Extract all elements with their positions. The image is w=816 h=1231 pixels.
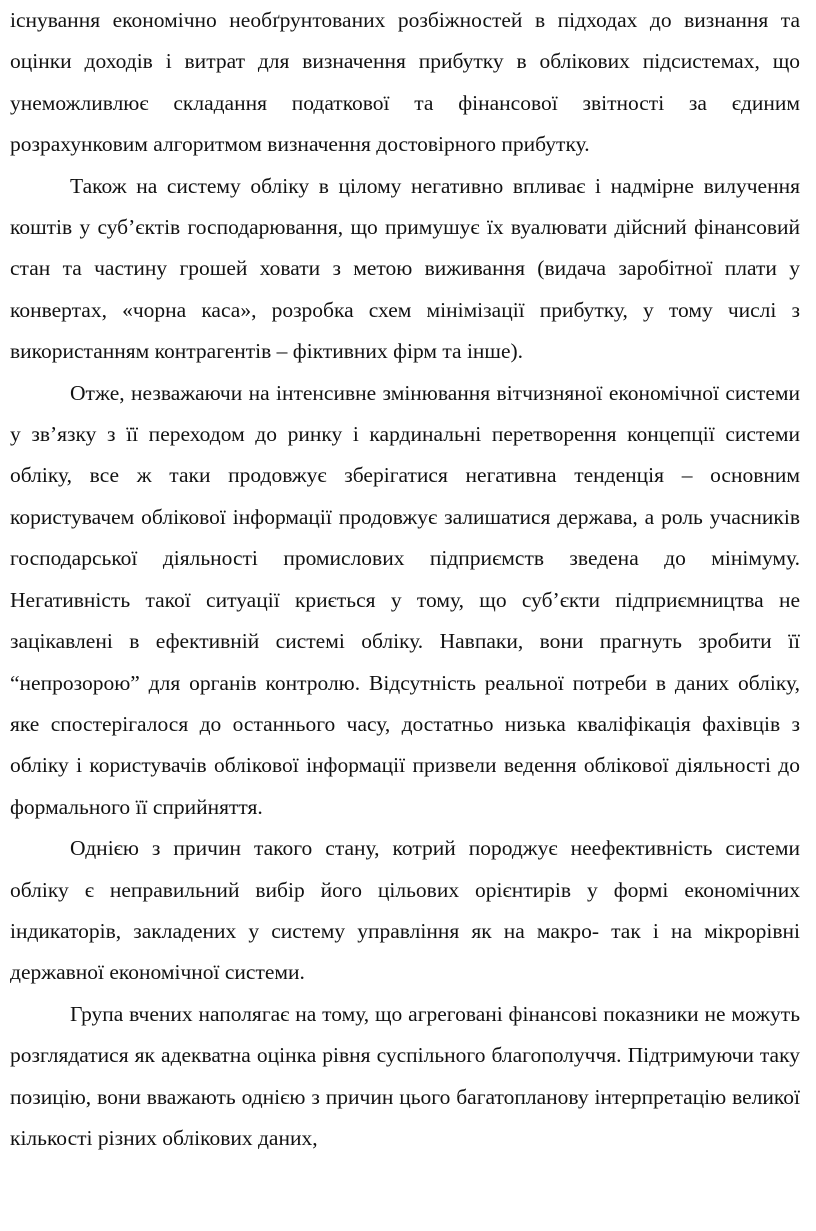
paragraph-continuation: існування економічно необґрунтованих розбіжностей в підходах до визнання та оцінки доходів і витрат для визначення прибутку в облікових підсистемах, що унеможливлює складання податкової та фінансової звітності за єдиним розрахунковим алгоритмом визначення достовірного прибутку. (10, 8, 800, 157)
paragraph-accounting-impact: Також на систему обліку в цілому негативно впливає і надмірне вилучення коштів у суб’єктів господарювання, що примушує їх вуалювати дійсний фінансовий стан та частину грошей ховати з метою виживання (видача заробітної плати у конвертах, «чорна каса», розробка схем мінімізації прибутку, у тому числі з використанням контрагентів – фіктивних фірм та інше). (10, 173, 800, 364)
paragraph-state-main-user: Отже, незважаючи на інтенсивне змінювання вітчизняної економічної системи у зв’язку з її переходом до ринку і кардинальні перетворення концепції системи обліку, все ж таки продовжує зберігатися негативна тенденція – основним користувачем облікової інформації продовжує залишатися держава, а роль учасників господарської діяльності промислових підприємств зведена до мінімуму. Негативність такої ситуації криється у тому, що суб’єкти підприємництва не зацікавлені в ефективній системі обліку. Навпаки, вони прагнуть зробити її “непрозорою” для органів контролю. Відсутність реальної потреби в даних обліку, яке спостерігалося до останнього часу, достатньо низька кваліфікація фахівців з обліку і користувачів облікової інформації призвели ведення облікової діяльності до формального її сприйняття. (10, 380, 800, 819)
document-page (10, 0, 800, 1159)
paragraph-scientists-view: Група вчених наполягає на тому, що агреговані фінансові показники не можуть розглядатися як адекватна оцінка рівня суспільного благополуччя. Підтримуючи таку позицію, вони вважають однією з причин цього багатопланову інтерпретацію великої кількості різних облікових даних, (10, 1001, 800, 1150)
paragraph-reasons-inefficiency: Однією з причин такого стану, котрий породжує неефективність системи обліку є неправильний вибір його цільових орієнтирів у формі економічних індикаторів, закладених у систему управління як на макро- так і на мікрорівні державної економічної системи. (10, 836, 800, 985)
